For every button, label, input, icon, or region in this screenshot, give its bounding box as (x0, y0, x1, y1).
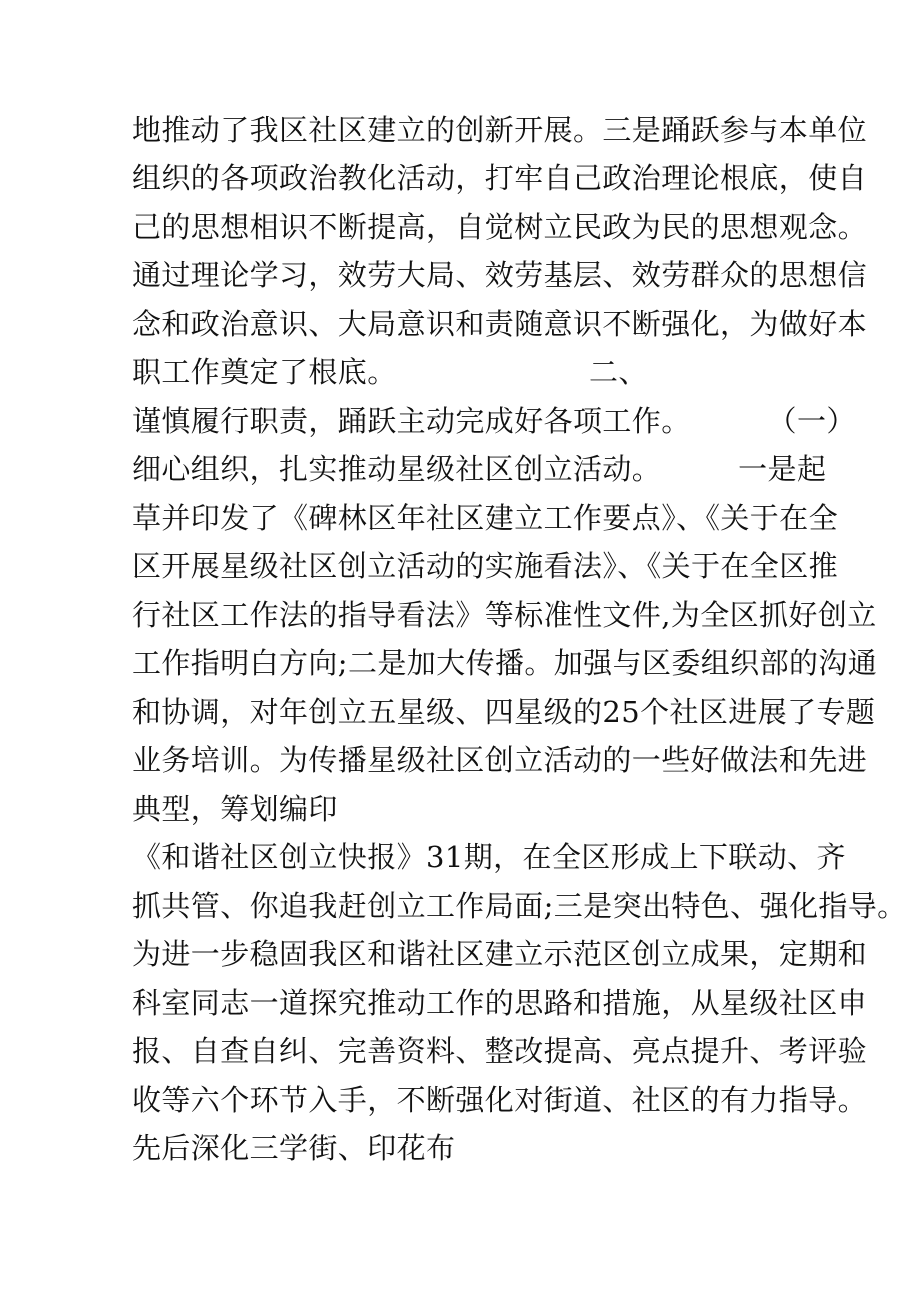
text-line-9: 草并印发了《碑林区年社区建立工作要点》、《关于在全 (132, 501, 839, 535)
text-line-12: 工作指明白方向;二是加大传播。加强与区委组织部的沟通 (132, 646, 878, 680)
text-line-6: 职工作奠定了根底。 二、 (132, 355, 648, 389)
text-line-18: 为进一步稳固我区和谐社区建立示范区创立成果，定期和 (132, 937, 868, 971)
text-line-5: 念和政治意识、大局意识和责随意识不断强化，为做好本 (132, 307, 868, 341)
text-line-4: 通过理论学习，效劳大局、效劳基层、效劳群众的思想信 (132, 258, 868, 292)
text-line-17: 抓共管、你追我赶创立工作局面;三是突出特色、强化指导。 (132, 889, 907, 923)
text-line-16: 《和谐社区创立快报》31期，在全区形成上下联动、齐 (132, 840, 846, 874)
text-line-22: 先后深化三学街、印花布 (132, 1131, 456, 1165)
text-line-2: 组织的各项政治教化活动，打牢自己政治理论根底，使自 (132, 161, 868, 195)
text-line-13: 和协调，对年创立五星级、四星级的25个社区进展了专题 (132, 695, 876, 729)
text-line-14: 业务培训。为传播星级社区创立活动的一些好做法和先进 (132, 743, 868, 777)
text-line-19: 科室同志一道探究推动工作的思路和措施，从星级社区申 (132, 986, 868, 1020)
text-line-11: 行社区工作法的指导看法》等标准性文件,为全区抓好创立 (132, 598, 877, 632)
text-line-7: 谨慎履行职责，踊跃主动完成好各项工作。 （一） (132, 404, 856, 438)
text-line-15: 典型，筹划编印 (132, 792, 338, 826)
text-line-21: 收等六个环节入手，不断强化对街道、社区的有力指导。 (132, 1083, 868, 1117)
text-line-8: 细心组织，扎实推动星级社区创立活动。 一是起 (132, 452, 827, 486)
text-line-10: 区开展星级社区创立活动的实施看法》、《关于在全区推 (132, 549, 839, 583)
text-line-1: 地推动了我区社区建立的创新开展。三是踊跃参与本单位 (132, 113, 868, 147)
text-line-3: 己的思想相识不断提高，自觉树立民政为民的思想观念。 (132, 210, 868, 244)
text-line-20: 报、自查自纠、完善资料、整改提高、亮点提升、考评验 (132, 1034, 868, 1068)
